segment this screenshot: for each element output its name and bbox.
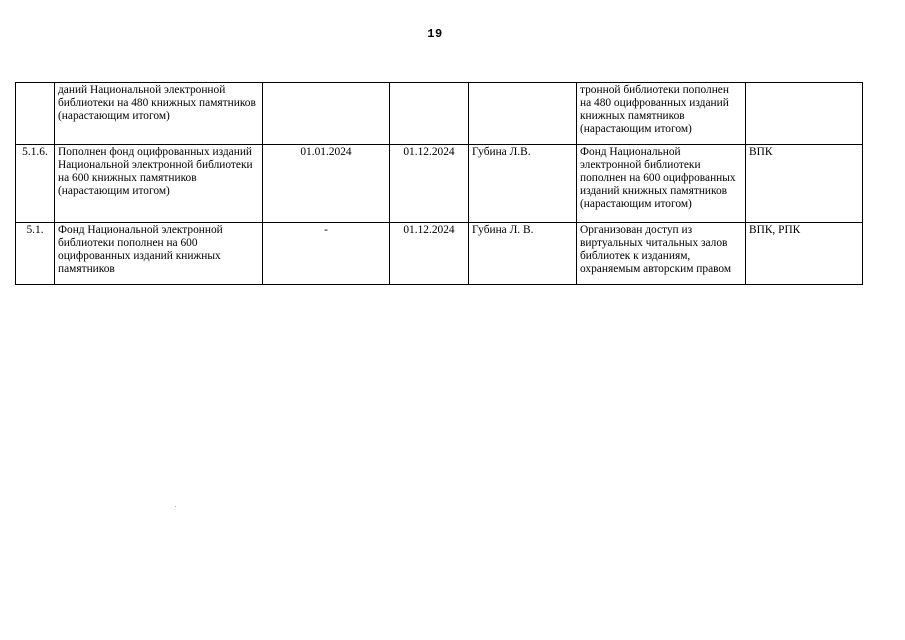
- responsible-person: Губина Л.В.: [469, 145, 577, 223]
- result-description: тронной библиотеки пополнен на 480 оцифрованных изданий книжных памятников (нарастающим итогом): [577, 83, 746, 145]
- event-description: Пополнен фонд оцифрованных изданий Национальной электронной библиотеки на 600 книжных памятников (нарастающим итогом): [55, 145, 263, 223]
- event-description: даний Национальной электронной библиотеки на 480 книжных памятников (нарастающим итогом): [55, 83, 263, 145]
- responsible-person: Губина Л. В.: [469, 223, 577, 285]
- start-date: [263, 83, 390, 145]
- end-date: 01.12.2024: [390, 223, 469, 285]
- responsible-person: [469, 83, 577, 145]
- result-description: Организован доступ из виртуальных читальных залов библиотек к изданиям, охраняемым авторским правом: [577, 223, 746, 285]
- control-type: [746, 83, 863, 145]
- control-type: ВПК, РПК: [746, 223, 863, 285]
- start-date: -: [263, 223, 390, 285]
- row-number: 5.1.6.: [16, 145, 55, 223]
- plan-table: [15, 82, 863, 285]
- table-row: [16, 83, 863, 145]
- page-number: 19: [427, 27, 443, 41]
- row-number: 5.1.: [16, 223, 55, 285]
- start-date: 01.01.2024: [263, 145, 390, 223]
- end-date: 01.12.2024: [390, 145, 469, 223]
- end-date: [390, 83, 469, 145]
- event-description: Фонд Национальной электронной библиотеки пополнен на 600 оцифрованных изданий книжных памятников: [55, 223, 263, 285]
- control-type: ВПК: [746, 145, 863, 223]
- table-row: [16, 223, 863, 285]
- table-row: [16, 145, 863, 223]
- result-description: Фонд Национальной электронной библиотеки пополнен на 600 оцифрованных изданий книжных памятников (нарастающим итогом): [577, 145, 746, 223]
- scan-speck: [175, 506, 176, 507]
- row-number: [16, 83, 55, 145]
